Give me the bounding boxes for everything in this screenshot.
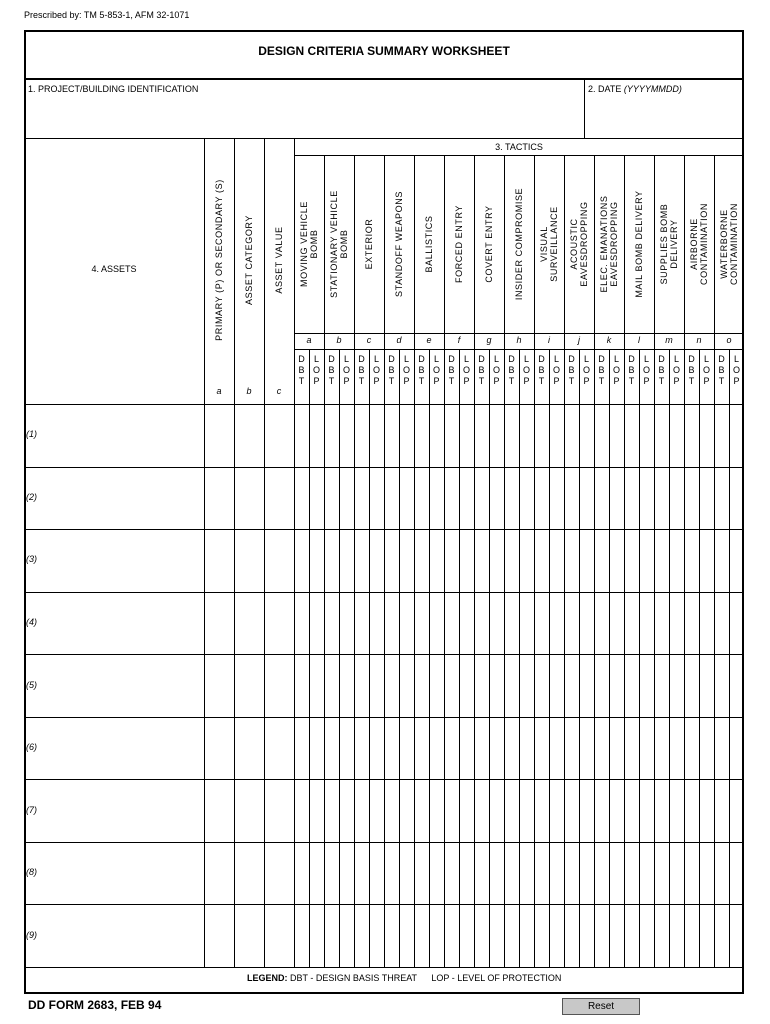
date-divider xyxy=(584,78,585,138)
asset-col-divider xyxy=(264,138,265,967)
tactic-letter: n xyxy=(696,335,702,345)
dbt-lop-letter: D xyxy=(358,354,365,364)
dbt-lop-letter: P xyxy=(313,376,320,386)
dbt-label xyxy=(294,354,309,387)
dbt-lop-letter: T xyxy=(598,376,605,386)
dbt-lop-divider xyxy=(549,349,550,967)
dbt-lop-letter: P xyxy=(553,376,560,386)
dbt-lop-letter: T xyxy=(328,376,335,386)
row-label: (3) xyxy=(26,554,37,565)
dbt-lop-letter: B xyxy=(598,365,605,375)
tactic-header: STATIONARY VEHICLE BOMB xyxy=(329,190,349,298)
dbt-lop-divider xyxy=(339,349,340,967)
dbt-lop-letter: D xyxy=(688,354,695,364)
lop-label xyxy=(729,354,744,387)
dbt-label xyxy=(654,354,669,387)
title-divider xyxy=(24,78,744,80)
dbt-label xyxy=(534,354,549,387)
dbt-label xyxy=(444,354,459,387)
dbt-lop-letter: D xyxy=(718,354,725,364)
legend xyxy=(247,973,561,983)
tactic-letter: a xyxy=(306,335,312,345)
dbt-lop-letter: D xyxy=(478,354,485,364)
row-label: (1) xyxy=(26,429,37,440)
project-divider xyxy=(24,138,744,139)
prescribed-by: Prescribed by: TM 5-853-1, AFM 32-1071 xyxy=(24,10,190,20)
dbt-label xyxy=(504,354,519,387)
asset-column-letter: a xyxy=(216,386,222,396)
dbt-lop-letter: D xyxy=(388,354,395,364)
tactics-header-line xyxy=(294,155,744,156)
legend-dbt: DBT - DESIGN BASIS THREAT xyxy=(290,973,417,983)
dbt-lop-letter: L xyxy=(613,354,619,364)
lop-label xyxy=(489,354,504,387)
dbt-lop-letter: O xyxy=(492,365,500,375)
dbt-lop-letter: B xyxy=(628,365,635,375)
dbt-lop-letter: O xyxy=(582,365,590,375)
dbt-lop-divider xyxy=(489,349,490,967)
dbt-lop-divider xyxy=(579,349,580,967)
dbt-lop-letter: P xyxy=(643,376,650,386)
dbt-label xyxy=(474,354,489,387)
tactic-letter: k xyxy=(606,335,612,345)
tactics-left-border xyxy=(294,138,295,967)
tactics-label: 3. TACTICS xyxy=(495,142,543,152)
dbt-label xyxy=(624,354,639,387)
dbt-lop-letter: B xyxy=(328,365,335,375)
dbt-lop-letter: L xyxy=(403,354,409,364)
dbt-lop-letter: P xyxy=(433,376,440,386)
dbt-lop-letter: L xyxy=(673,354,679,364)
dbt-lop-letter: P xyxy=(613,376,620,386)
tactic-letter: e xyxy=(426,335,432,345)
dbt-lop-divider xyxy=(669,349,670,967)
tactic-header: MOVING VEHICLE BOMB xyxy=(299,201,319,287)
dbt-lop-letter: L xyxy=(523,354,529,364)
asset-column-letter: b xyxy=(246,386,252,396)
dbt-label xyxy=(324,354,339,387)
row-label: (4) xyxy=(26,616,37,627)
dbt-lop-letter: B xyxy=(568,365,575,375)
dbt-lop-divider xyxy=(729,349,730,967)
dbt-lop-letter: L xyxy=(553,354,559,364)
asset-column-letter: c xyxy=(276,386,282,396)
dbt-label xyxy=(414,354,429,387)
project-field[interactable] xyxy=(26,96,582,134)
tactic-col-divider xyxy=(684,155,685,967)
dbt-lop-letter: D xyxy=(328,354,335,364)
dbt-lop-letter: B xyxy=(418,365,425,375)
dbt-lop-divider xyxy=(639,349,640,967)
row-divider xyxy=(24,967,744,968)
tactic-header: MAIL BOMB DELIVERY xyxy=(634,190,644,298)
dbt-lop-letter: L xyxy=(583,354,589,364)
form-id: DD FORM 2683, FEB 94 xyxy=(28,998,162,1012)
tactic-letter: c xyxy=(366,335,372,345)
dbt-lop-letter: B xyxy=(718,365,725,375)
tactic-col-divider xyxy=(324,155,325,967)
dbt-lop-letter: L xyxy=(703,354,709,364)
dbt-lop-letter: B xyxy=(358,365,365,375)
dbt-lop-letter: B xyxy=(478,365,485,375)
tactic-header: EXTERIOR xyxy=(364,218,374,270)
tactic-header: AIRBORNE CONTAMINATION xyxy=(689,203,709,285)
tactic-col-divider xyxy=(534,155,535,967)
dbt-lop-letter: D xyxy=(568,354,575,364)
tactic-letter: h xyxy=(516,335,522,345)
dbt-lop-letter: D xyxy=(448,354,455,364)
dbt-lop-letter: O xyxy=(612,365,620,375)
dbt-lop-letter: B xyxy=(538,365,545,375)
tactic-col-divider xyxy=(384,155,385,967)
tactic-letter: o xyxy=(726,335,732,345)
dbt-lop-letter: B xyxy=(508,365,515,375)
lop-label xyxy=(339,354,354,387)
tactic-col-divider xyxy=(714,155,715,967)
dbt-lop-letter: O xyxy=(402,365,410,375)
dbt-lop-letter: B xyxy=(298,365,305,375)
dbt-lop-letter: O xyxy=(372,365,380,375)
dbt-lop-letter: P xyxy=(733,376,740,386)
dbt-lop-letter: B xyxy=(388,365,395,375)
dbt-lop-letter: P xyxy=(493,376,500,386)
lop-label xyxy=(309,354,324,387)
dbt-lop-letter: P xyxy=(703,376,710,386)
tactic-header: SUPPLIES BOMB DELIVERY xyxy=(659,203,679,285)
tactic-letter: d xyxy=(396,335,402,345)
dbt-lop-letter: T xyxy=(388,376,395,386)
lop-label xyxy=(399,354,414,387)
tactic-letter: f xyxy=(457,335,461,345)
dbt-lop-letter: O xyxy=(552,365,560,375)
dbt-lop-letter: T xyxy=(658,376,665,386)
tactic-header: VISUAL SURVEILLANCE xyxy=(539,206,559,282)
asset-column-header: ASSET CATEGORY xyxy=(244,215,254,305)
date-format: (YYYYMMDD) xyxy=(623,84,682,94)
lop-label xyxy=(579,354,594,387)
dbt-label xyxy=(384,354,399,387)
row-label: (2) xyxy=(26,491,37,502)
asset-input[interactable] xyxy=(40,719,202,778)
dbt-lop-divider xyxy=(309,349,310,967)
tactic-col-divider xyxy=(594,155,595,967)
dbt-lop-letter: O xyxy=(702,365,710,375)
asset-input[interactable] xyxy=(40,531,202,590)
tactic-letter: b xyxy=(336,335,342,345)
dbt-lop-letter: B xyxy=(688,365,695,375)
dbt-lop-letter: T xyxy=(298,376,305,386)
lop-label xyxy=(609,354,624,387)
dbt-lop-divider xyxy=(609,349,610,967)
dbt-lop-letter: P xyxy=(463,376,470,386)
tactic-letter: i xyxy=(548,335,550,345)
tactic-col-divider xyxy=(624,155,625,967)
letter-row-top xyxy=(294,333,744,334)
dbt-label xyxy=(594,354,609,387)
dbt-lop-letter: B xyxy=(658,365,665,375)
dbt-lop-letter: T xyxy=(568,376,575,386)
dbt-lop-letter: T xyxy=(478,376,485,386)
dbt-lop-letter: O xyxy=(342,365,350,375)
dbt-lop-letter: O xyxy=(432,365,440,375)
tactic-header: FORCED ENTRY xyxy=(454,204,464,284)
dbt-lop-letter: P xyxy=(403,376,410,386)
asset-column-header: ASSET VALUE xyxy=(274,226,284,294)
dbt-lop-letter: D xyxy=(508,354,515,364)
tactic-letter: m xyxy=(665,335,673,345)
dbt-lop-letter: P xyxy=(523,376,530,386)
dbt-lop-letter: L xyxy=(733,354,739,364)
date-label-text: 2. DATE xyxy=(588,84,622,94)
tactic-letter: l xyxy=(638,335,640,345)
lop-label xyxy=(549,354,564,387)
tactic-header: ELEC. EMANATIONS EAVESDROPPING xyxy=(599,195,619,293)
dbt-lop-letter: T xyxy=(418,376,425,386)
tactic-header: COVERT ENTRY xyxy=(484,205,494,283)
asset-column-header: PRIMARY (P) OR SECONDARY (S) xyxy=(214,179,224,341)
tactic-col-divider xyxy=(564,155,565,967)
form-title: DESIGN CRITERIA SUMMARY WORKSHEET xyxy=(258,44,510,58)
tactic-col-divider xyxy=(504,155,505,967)
lop-label xyxy=(669,354,684,387)
dbt-lop-letter: O xyxy=(732,365,740,375)
dbt-lop-letter: O xyxy=(312,365,320,375)
tactic-letter: g xyxy=(486,335,492,345)
dbt-lop-divider xyxy=(519,349,520,967)
dbt-label xyxy=(354,354,369,387)
asset-input[interactable] xyxy=(40,594,202,653)
row-label: (6) xyxy=(26,742,37,753)
dbt-lop-letter: D xyxy=(598,354,605,364)
asset-col-divider xyxy=(204,138,205,967)
lop-label xyxy=(429,354,444,387)
dbt-lop-divider xyxy=(399,349,400,967)
dbt-lop-letter: L xyxy=(643,354,649,364)
dbt-lop-letter: D xyxy=(658,354,665,364)
tactic-header: BALLISTICS xyxy=(424,215,434,273)
dbt-lop-letter: T xyxy=(718,376,725,386)
lop-label xyxy=(699,354,714,387)
dbt-lop-letter: L xyxy=(433,354,439,364)
tactic-letter: j xyxy=(578,335,580,345)
reset-button[interactable]: Reset xyxy=(562,998,640,1015)
lop-label xyxy=(369,354,384,387)
tactic-col-divider xyxy=(414,155,415,967)
tactic-header: INSIDER COMPROMISE xyxy=(514,187,524,301)
asset-input[interactable] xyxy=(40,844,202,903)
row-label: (5) xyxy=(26,679,37,690)
dbt-lop-letter: D xyxy=(628,354,635,364)
dbt-lop-letter: L xyxy=(343,354,349,364)
dbt-lop-divider xyxy=(699,349,700,967)
dbt-lop-letter: D xyxy=(298,354,305,364)
tactic-col-divider xyxy=(444,155,445,967)
dbt-lop-letter: T xyxy=(628,376,635,386)
dbt-lop-letter: B xyxy=(448,365,455,375)
row-label: (7) xyxy=(26,804,37,815)
lop-label xyxy=(519,354,534,387)
row-label: (9) xyxy=(26,929,37,940)
asset-input[interactable] xyxy=(40,469,202,528)
tactic-header: ACOUSTIC EAVESDROPPING xyxy=(569,201,589,287)
tactic-col-divider xyxy=(354,155,355,967)
legend-lop: LOP - LEVEL OF PROTECTION xyxy=(431,973,562,983)
tactic-col-divider xyxy=(654,155,655,967)
tactic-header: WATERBORNE CONTAMINATION xyxy=(719,203,739,285)
dbt-lop-letter: O xyxy=(642,365,650,375)
dbt-lop-letter: T xyxy=(508,376,515,386)
dbt-lop-letter: L xyxy=(313,354,319,364)
dbt-lop-letter: D xyxy=(538,354,545,364)
asset-input[interactable] xyxy=(40,406,202,465)
dbt-lop-letter: O xyxy=(522,365,530,375)
asset-input[interactable] xyxy=(40,656,202,715)
lop-label xyxy=(639,354,654,387)
dbt-lop-letter: P xyxy=(343,376,350,386)
date-field[interactable] xyxy=(586,96,742,134)
dbt-label xyxy=(684,354,699,387)
date-label xyxy=(588,84,682,94)
dbt-lop-divider xyxy=(369,349,370,967)
dbt-lop-letter: P xyxy=(373,376,380,386)
dbt-lop-letter: P xyxy=(583,376,590,386)
dbt-lop-letter: D xyxy=(418,354,425,364)
dbt-lop-letter: O xyxy=(672,365,680,375)
dbt-lop-letter: T xyxy=(688,376,695,386)
project-label: 1. PROJECT/BUILDING IDENTIFICATION xyxy=(28,84,199,94)
tactic-header: STANDOFF WEAPONS xyxy=(394,191,404,297)
dbt-lop-letter: L xyxy=(373,354,379,364)
dbt-label xyxy=(714,354,729,387)
tactic-col-divider xyxy=(474,155,475,967)
dbt-lop-letter: T xyxy=(358,376,365,386)
asset-input[interactable] xyxy=(40,906,202,965)
dbt-label xyxy=(564,354,579,387)
dbt-lop-letter: O xyxy=(462,365,470,375)
dbt-lop-letter: P xyxy=(673,376,680,386)
legend-label: LEGEND: xyxy=(247,973,288,983)
dbt-lop-divider xyxy=(459,349,460,967)
dbt-lop-divider xyxy=(429,349,430,967)
dbt-lop-letter: T xyxy=(448,376,455,386)
lop-label xyxy=(459,354,474,387)
asset-input[interactable] xyxy=(40,781,202,840)
dbt-lop-letter: T xyxy=(538,376,545,386)
assets-label: 4. ASSETS xyxy=(91,264,137,274)
asset-col-divider xyxy=(234,138,235,967)
row-label: (8) xyxy=(26,867,37,878)
dbt-lop-letter: L xyxy=(493,354,499,364)
dbt-lop-letter: L xyxy=(463,354,469,364)
